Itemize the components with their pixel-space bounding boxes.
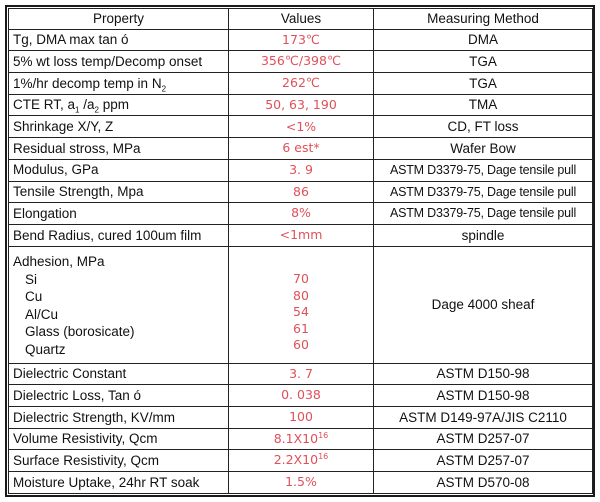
table-row [9, 73, 593, 95]
table-row [9, 94, 593, 116]
property-cell: Bend Radius, cured 100um film [9, 225, 229, 247]
adhesion-value: 70 [293, 271, 309, 287]
table-row [9, 225, 593, 247]
value-cell: 8% [229, 203, 374, 225]
method-cell: CD, FT loss [374, 116, 593, 138]
property-cell: Dielectric Strength, KV/mm [9, 406, 229, 428]
property-cell: Residual stross, MPa [9, 138, 229, 160]
table-row [9, 472, 593, 494]
value-cell: 50, 63, 190 [229, 94, 374, 116]
adhesion-substrate: Al/Cu [25, 306, 59, 322]
adhesion-value: 80 [293, 287, 309, 303]
properties-table [8, 8, 593, 494]
property-cell: Dielectric Constant [9, 363, 229, 385]
value-cell: 86 [229, 181, 374, 203]
table-row [9, 116, 593, 138]
adhesion-value: 60 [293, 337, 309, 353]
method-cell: ASTM D149-97A/JIS C2110 [374, 406, 593, 428]
adhesion-substrate: Cu [25, 289, 43, 305]
property-cell: Shrinkage X/Y, Z [9, 116, 229, 138]
table-row [9, 450, 593, 472]
property-cell: Modulus, GPa [9, 159, 229, 181]
method-cell: TGA [374, 51, 593, 73]
adhesion-value: 61 [293, 320, 309, 336]
value-cell: 3. 9 [229, 159, 374, 181]
header-method: Measuring Method [374, 9, 593, 30]
table-row [9, 385, 593, 407]
value-cell: 100 [229, 406, 374, 428]
table-row [9, 363, 593, 385]
table-row [9, 51, 593, 73]
table-row [9, 181, 593, 203]
adhesion-value: 54 [293, 304, 309, 320]
method-cell: ASTM D3379-75, Dage tensile pull [374, 181, 593, 203]
value-cell: 356℃/398℃ [229, 51, 374, 73]
table-header-row [9, 9, 593, 30]
value-cell: <1% [229, 116, 374, 138]
header-values: Values [229, 9, 374, 30]
table-row [9, 29, 593, 51]
method-cell: spindle [374, 225, 593, 247]
method-cell: ASTM D150-98 [374, 363, 593, 385]
value-cell: 6 est* [229, 138, 374, 160]
property-cell: 1%/hr decomp temp in $N_2$ [9, 73, 229, 95]
table-row [9, 428, 593, 450]
method-cell: ASTM D150-98 [374, 385, 593, 407]
table-row [9, 159, 593, 181]
value-cell: 1.5% [229, 472, 374, 494]
adhesion-substrate: Quartz [25, 341, 66, 357]
property-cell: Tensile Strength, Mpa [9, 181, 229, 203]
value-cell: 262℃ [229, 73, 374, 95]
adhesion-values-cell [229, 246, 374, 363]
value-cell: 3. 7 [229, 363, 374, 385]
adhesion-property-cell [9, 246, 229, 363]
value-cell: <1mm [229, 225, 374, 247]
table-row [9, 138, 593, 160]
property-cell: Tg, DMA max tan ó [9, 29, 229, 51]
property-cell: CTE RT, $a_1$ $/a_2$ ppm [9, 94, 229, 116]
property-cell: Elongation [9, 203, 229, 225]
value-cell: 0. 038 [229, 385, 374, 407]
table-row [9, 406, 593, 428]
method-cell: Wafer Bow [374, 138, 593, 160]
adhesion-label: Adhesion, MPa [13, 254, 105, 270]
method-cell: ASTM D570-08 [374, 472, 593, 494]
table-row [9, 203, 593, 225]
property-cell: Moisture Uptake, 24hr RT soak [9, 472, 229, 494]
header-property: Property [9, 9, 229, 30]
method-cell: ASTM D3379-75, Dage tensile pull [374, 203, 593, 225]
property-cell: Volume Resistivity, Qcm [9, 428, 229, 450]
adhesion-substrate: Si [25, 271, 38, 287]
method-cell: ASTM D257-07 [374, 428, 593, 450]
property-cell: 5% wt loss temp/Decomp onset [9, 51, 229, 73]
value-cell: 173℃ [229, 29, 374, 51]
method-cell: DMA [374, 29, 593, 51]
property-cell: Dielectric Loss, Tan ó [9, 385, 229, 407]
value-cell: $8.1X10^{16}$ [229, 428, 374, 450]
method-cell: TGA [374, 73, 593, 95]
adhesion-substrate: Glass (borosicate) [25, 324, 135, 340]
property-cell: Surface Resistivity, Qcm [9, 450, 229, 472]
method-cell: ASTM D257-07 [374, 450, 593, 472]
adhesion-row [9, 246, 593, 363]
method-cell: ASTM D3379-75, Dage tensile pull [374, 159, 593, 181]
method-cell: TMA [374, 94, 593, 116]
value-cell: $2.2X10^{16}$ [229, 450, 374, 472]
method-cell: Dage 4000 sheaf [374, 246, 593, 363]
